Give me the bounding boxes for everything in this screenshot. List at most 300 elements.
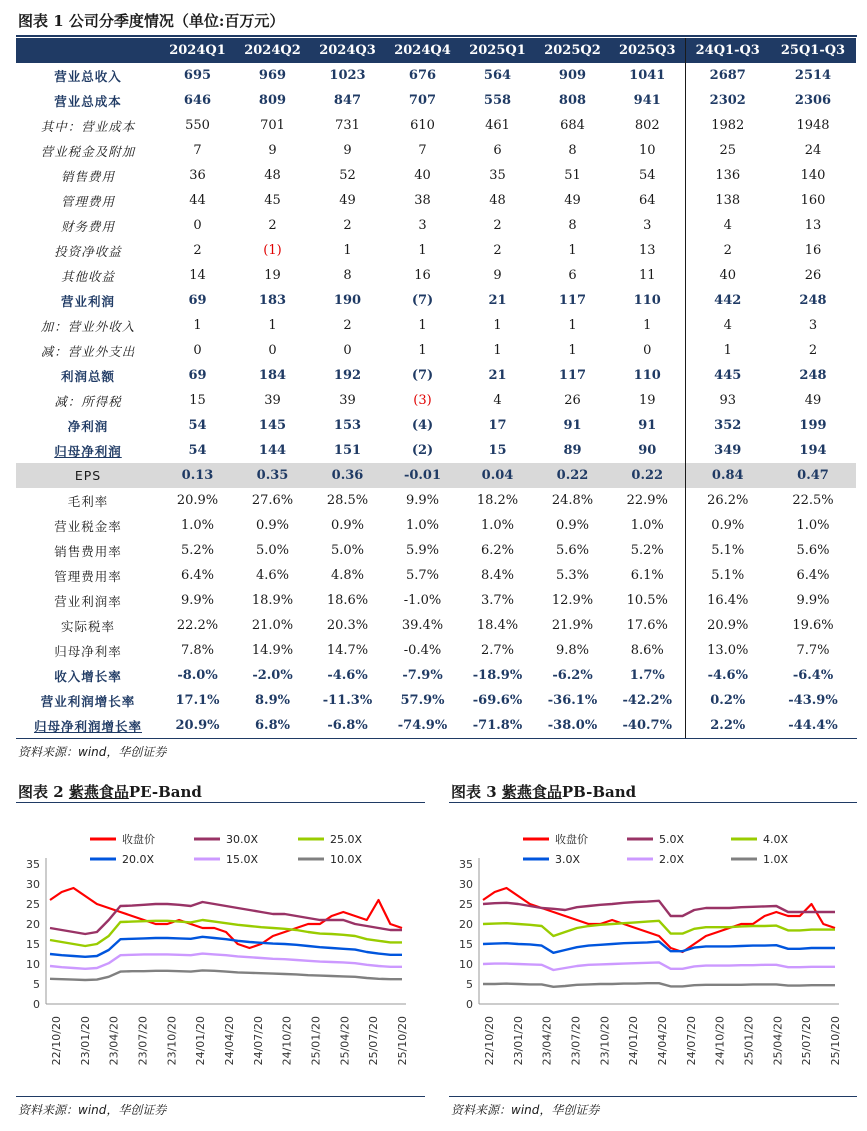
table-cell: 1 [723, 343, 732, 358]
col-header-1: 2024Q1 [160, 38, 235, 63]
table-cell: 17 [488, 418, 507, 433]
table-cell: 19.6% [792, 618, 834, 633]
table-cell: 14.7% [326, 643, 369, 658]
row-label-text: 销售费用 [60, 168, 115, 184]
legend-label-2: 25.0X [330, 833, 363, 846]
col-header-8: 24Q1-Q3 [685, 38, 770, 63]
table-cell: 49 [339, 193, 356, 208]
row-label [16, 63, 160, 88]
y-tick-label: 20 [26, 918, 40, 931]
legend-label-1: 5.0X [659, 833, 685, 846]
x-tick-label: 24/07/20 [684, 1016, 698, 1066]
y-tick-label: 0 [466, 998, 473, 1011]
x-tick-label: 24/07/20 [251, 1016, 265, 1066]
table-cell: 144 [258, 443, 287, 458]
table-cell: 18.6% [326, 593, 369, 608]
row-label [16, 613, 160, 638]
table-cell: -4.6% [707, 668, 748, 683]
pb-band-chart [449, 806, 859, 1094]
row-label [16, 88, 160, 113]
table-cell: 17.1% [175, 693, 220, 708]
table-cell: 731 [335, 118, 360, 133]
table-cell: (4) [411, 418, 434, 433]
table-cell: 54 [188, 443, 207, 458]
table-cell: 18.4% [476, 618, 519, 633]
x-tick-label: 25/04/20 [338, 1016, 352, 1066]
y-tick-label: 25 [459, 898, 473, 911]
table-cell: 695 [183, 68, 212, 83]
table-cell: 2 [193, 243, 202, 258]
table-cell: 676 [408, 68, 437, 83]
table-cell: 110 [610, 288, 685, 313]
table-cell: 7.7% [796, 643, 830, 658]
table-cell: 1.0% [610, 513, 685, 538]
table-cell: -6.2% [552, 668, 593, 683]
series-line-4 [483, 962, 835, 970]
table-cell: 136 [715, 168, 741, 183]
row-label [16, 213, 160, 238]
table-cell: 183 [258, 293, 287, 308]
table-cell: 0.2% [710, 693, 746, 708]
table-cell: 16 [804, 243, 822, 258]
table-bottom-rule [16, 738, 857, 739]
table-cell: 0.04 [460, 463, 535, 488]
table-cell: 9 [268, 143, 277, 158]
table-cell: 0.13 [160, 463, 235, 488]
series-line-5 [50, 970, 402, 980]
table-row [16, 313, 856, 338]
x-tick-label: 24/01/20 [627, 1016, 641, 1066]
fig2-title-prefix: 图表 2 [18, 783, 69, 801]
legend-label-4: 15.0X [226, 853, 259, 866]
table-cell: 1 [418, 243, 427, 258]
y-tick-label: 20 [459, 918, 473, 931]
table-cell: 39 [264, 393, 281, 408]
y-tick-label: 5 [33, 978, 40, 991]
table-cell: 117 [558, 368, 587, 383]
table-cell: 184 [258, 368, 287, 383]
table-row [16, 538, 856, 563]
pe-band-chart [16, 806, 426, 1094]
row-label [16, 488, 160, 513]
legend-label-3: 3.0X [555, 853, 581, 866]
row-label [16, 538, 160, 563]
series-line-5 [483, 983, 835, 987]
table-cell: 4.6% [255, 568, 290, 583]
x-tick-label: 25/10/20 [396, 1016, 409, 1066]
table-cell: 24.8% [551, 493, 594, 508]
table-cell: 54 [610, 163, 685, 188]
table-cell: 0.47 [770, 463, 856, 488]
table-cell: 49 [564, 193, 581, 208]
y-tick-label: 25 [26, 898, 40, 911]
table-cell: 91 [563, 418, 582, 433]
table-cell: 808 [558, 93, 587, 108]
table-cell: 93 [719, 393, 737, 408]
row-label-text: 加：营业外收入 [40, 318, 136, 334]
y-tick-label: 10 [26, 958, 40, 971]
table-cell: 52 [339, 168, 356, 183]
table-cell: 20.9% [176, 493, 219, 508]
table-cell: 5.3% [555, 568, 590, 583]
table-cell: 0.84 [685, 463, 770, 488]
row-label-text: 投资净收益 [54, 243, 122, 259]
table-cell: 69 [188, 293, 207, 308]
row-label [16, 638, 160, 663]
table-cell: 24 [804, 143, 822, 158]
table-cell: 14.9% [251, 643, 294, 658]
table-cell: 1 [568, 243, 577, 258]
table-cell: 5.9% [405, 543, 440, 558]
fig2-title [18, 781, 202, 802]
row-label-text: 净利润 [67, 418, 109, 434]
row-label [16, 588, 160, 613]
row-label-text: 减：所得税 [54, 393, 122, 409]
y-tick-label: 30 [26, 878, 40, 891]
table-cell: 1 [193, 318, 202, 333]
table-cell: 701 [260, 118, 285, 133]
table-cell: 1 [268, 318, 277, 333]
table-cell: 558 [483, 93, 512, 108]
table-cell: -74.9% [397, 718, 448, 733]
table-cell: 5.0% [255, 543, 290, 558]
table-cell: 1023 [329, 68, 366, 83]
table-cell: 0 [343, 343, 352, 358]
x-tick-label: 25/07/20 [800, 1016, 814, 1066]
x-tick-label: 22/10/20 [50, 1016, 63, 1066]
row-label-text: 归母净利率 [54, 643, 122, 659]
table-cell: 44 [189, 193, 206, 208]
row-label [16, 463, 160, 488]
table-row [16, 488, 856, 513]
row-label-text: EPS [74, 468, 102, 483]
table-cell: 22.2% [176, 618, 219, 633]
row-label-text: 其中：营业成本 [40, 118, 136, 134]
x-tick-label: 24/01/20 [194, 1016, 208, 1066]
table-cell: 20.3% [326, 618, 369, 633]
table-cell: 18.9% [251, 593, 294, 608]
table-cell: 20.9% [707, 618, 749, 633]
table-cell: 91 [610, 413, 685, 438]
table-cell: (3) [413, 393, 432, 408]
row-label-text: 实际税率 [60, 618, 115, 634]
table-row [16, 438, 856, 463]
table-cell: 442 [714, 293, 742, 308]
table-row [16, 713, 856, 738]
table-row [16, 63, 856, 88]
legend-label-5: 1.0X [763, 853, 789, 866]
table-cell: -0.4% [403, 643, 442, 658]
col-header-4: 2024Q4 [385, 38, 460, 63]
table-cell: 248 [799, 368, 827, 383]
row-label-text: 营业利润增长率 [40, 693, 136, 709]
x-tick-label: 22/10/20 [483, 1016, 496, 1066]
table-cell: 1982 [711, 118, 745, 133]
source-note-2: 资料来源：wind，华创证券 [18, 1103, 167, 1117]
table-cell: 684 [560, 118, 585, 133]
row-label [16, 563, 160, 588]
table-header [16, 38, 856, 63]
table-cell: 14 [189, 268, 206, 283]
row-label-text: 营业总成本 [54, 93, 122, 109]
table-cell: 48 [264, 168, 281, 183]
table-cell: 15 [488, 443, 507, 458]
quarterly-table [16, 38, 856, 738]
table-cell: 1.0% [405, 518, 440, 533]
row-label [16, 363, 160, 388]
series-line-2 [483, 921, 835, 936]
row-label [16, 288, 160, 313]
table-row [16, 88, 856, 113]
table-cell: 1 [493, 318, 502, 333]
legend-label-4: 2.0X [659, 853, 685, 866]
table-cell: 5.7% [405, 568, 440, 583]
table-cell: 1 [493, 343, 502, 358]
table-cell: 117 [558, 293, 587, 308]
table-cell: 10.5% [610, 588, 685, 613]
x-tick-label: 23/04/20 [540, 1016, 554, 1066]
table-cell: 0.22 [610, 463, 685, 488]
table-cell: 461 [485, 118, 510, 133]
row-label [16, 113, 160, 138]
table-cell: -43.9% [788, 693, 838, 708]
table-cell: 28.5% [326, 493, 369, 508]
table-cell: 145 [258, 418, 287, 433]
table-cell: 847 [333, 93, 362, 108]
table-row [16, 563, 856, 588]
table-cell: 5.2% [610, 538, 685, 563]
table-cell: -7.9% [402, 668, 443, 683]
table-cell: 0.36 [310, 463, 385, 488]
table-cell: 9.8% [555, 643, 590, 658]
fig2-title-company: 紫燕食品 [68, 783, 129, 801]
row-label [16, 438, 160, 463]
table-cell: 2302 [709, 93, 746, 108]
table-cell: 1.7% [610, 663, 685, 688]
table-cell: 1 [343, 243, 352, 258]
table-cell: 445 [714, 368, 742, 383]
row-label [16, 513, 160, 538]
table-cell: 40 [414, 168, 431, 183]
table-cell: 2 [493, 218, 502, 233]
row-label-text: 归母净利润增长率 [33, 718, 142, 734]
table-row [16, 388, 856, 413]
table-row [16, 213, 856, 238]
row-label [16, 413, 160, 438]
table-cell: 5.6% [555, 543, 590, 558]
row-label [16, 713, 160, 738]
x-tick-label: 24/04/20 [656, 1016, 669, 1066]
row-label-text: 减：营业外支出 [40, 343, 136, 359]
table-cell: 110 [610, 363, 685, 388]
table-row [16, 688, 856, 713]
table-cell: 20.9% [175, 718, 220, 733]
x-tick-label: 25/07/20 [367, 1016, 381, 1066]
table-cell: 1 [418, 318, 427, 333]
row-label-text: 销售费用率 [54, 543, 122, 559]
table-cell: 809 [258, 93, 287, 108]
table-cell: 802 [610, 113, 685, 138]
table-cell: 5.2% [180, 543, 215, 558]
table-cell: 49 [804, 393, 822, 408]
table-cell: 8 [568, 218, 577, 233]
table-cell: -0.01 [385, 463, 460, 488]
col-header-6: 2025Q2 [535, 38, 610, 63]
row-label [16, 388, 160, 413]
table-cell: 0.9% [555, 518, 590, 533]
table-cell: 57.9% [400, 693, 445, 708]
table-cell: 64 [610, 188, 685, 213]
table-row [16, 663, 856, 688]
row-label-text: 收入增长率 [54, 668, 122, 684]
table-cell: 8 [568, 143, 577, 158]
table-cell: 0 [193, 343, 202, 358]
table-cell: 192 [333, 368, 362, 383]
table-cell: (2) [411, 443, 434, 458]
table-cell: 8.9% [255, 693, 290, 708]
table-cell: -40.7% [610, 713, 685, 738]
table-cell: 6 [493, 143, 502, 158]
table-cell: 69 [188, 368, 207, 383]
table-cell: 36 [189, 168, 206, 183]
table-cell: 0.22 [535, 463, 610, 488]
table-cell: 1948 [796, 118, 830, 133]
table-cell: 19 [610, 388, 685, 413]
table-cell: -6.8% [327, 718, 368, 733]
fig3-title-company: 紫燕食品 [501, 783, 562, 801]
table-cell: 45 [264, 193, 281, 208]
table-row [16, 263, 856, 288]
table-cell: 0.9% [711, 518, 745, 533]
fig3-bottom-rule [449, 1096, 857, 1097]
x-tick-label: 23/07/20 [136, 1016, 150, 1066]
table-cell: -18.9% [472, 668, 523, 683]
table-cell: 7 [418, 143, 427, 158]
fig3-title-prefix: 图表 3 [451, 783, 502, 801]
table-cell: 51 [564, 168, 581, 183]
col-header-3: 2024Q3 [310, 38, 385, 63]
table-cell: 3 [610, 213, 685, 238]
table-row [16, 588, 856, 613]
table-cell: 0 [193, 218, 202, 233]
table-cell: 2.7% [480, 643, 515, 658]
table-cell: 12.9% [551, 593, 594, 608]
table-cell: 5.1% [711, 568, 745, 583]
table-cell: 2306 [794, 93, 832, 108]
y-tick-label: 35 [26, 858, 40, 871]
table-cell: 9 [343, 143, 352, 158]
table-cell: 89 [563, 443, 582, 458]
col-header-2: 2024Q2 [235, 38, 310, 63]
table-cell: 190 [333, 293, 362, 308]
fig2-title-suffix: PE-Band [128, 783, 202, 801]
table-cell: 248 [799, 293, 827, 308]
table-cell: -71.8% [472, 718, 523, 733]
table-cell: 349 [714, 443, 742, 458]
table-cell: 1.0% [480, 518, 515, 533]
table-cell: 13 [804, 218, 822, 233]
table-cell: 48 [489, 193, 506, 208]
table-cell: 54 [188, 418, 207, 433]
table-cell: 194 [799, 443, 827, 458]
table-cell: 26.2% [707, 493, 749, 508]
legend-label-2: 4.0X [763, 833, 789, 846]
table-cell: 646 [183, 93, 212, 108]
table-cell: 8 [343, 268, 352, 283]
table-body [16, 63, 856, 738]
table-row [16, 638, 856, 663]
table-cell: 22.5% [792, 493, 834, 508]
row-label-text: 财务费用 [60, 218, 115, 234]
table-row [16, 413, 856, 438]
table-cell: 38 [414, 193, 431, 208]
row-label-text: 营业利润率 [54, 593, 122, 609]
table-cell: 2 [808, 343, 818, 358]
y-tick-label: 10 [459, 958, 473, 971]
table-cell: -42.2% [610, 688, 685, 713]
x-tick-label: 25/01/20 [309, 1016, 323, 1066]
table-cell: -4.6% [327, 668, 368, 683]
table-cell: 8.6% [610, 638, 685, 663]
table-cell: 21 [488, 368, 507, 383]
y-tick-label: 15 [459, 938, 473, 951]
table-cell: 707 [408, 93, 437, 108]
table-cell: 19 [264, 268, 281, 283]
table-cell: -38.0% [547, 718, 598, 733]
table-cell: 2 [268, 218, 277, 233]
legend-label-0: 收盘价 [555, 833, 588, 846]
table-cell: 564 [483, 68, 512, 83]
row-label [16, 238, 160, 263]
row-label [16, 263, 160, 288]
table-cell: 8.4% [480, 568, 515, 583]
table-cell: 6.2% [480, 543, 515, 558]
y-tick-label: 0 [33, 998, 40, 1011]
table-row [16, 513, 856, 538]
table-cell: 909 [558, 68, 587, 83]
row-label-text: 营业总收入 [54, 68, 122, 84]
x-tick-label: 25/01/20 [742, 1016, 756, 1066]
table-cell: 6.4% [180, 568, 215, 583]
x-tick-label: 25/10/20 [829, 1016, 842, 1066]
row-label [16, 688, 160, 713]
table-cell: -44.4% [788, 718, 838, 733]
table-row [16, 113, 856, 138]
y-tick-label: 30 [459, 878, 473, 891]
table-cell: 2 [343, 218, 352, 233]
table-cell: 39.4% [401, 618, 444, 633]
table-cell: 6 [568, 268, 577, 283]
table-cell: 16 [414, 268, 431, 283]
table-cell: 3 [808, 318, 818, 333]
fig3-title-rule [449, 802, 857, 803]
table-cell: 21.9% [551, 618, 594, 633]
table-cell: 4 [723, 218, 732, 233]
legend-label-3: 20.0X [122, 853, 155, 866]
x-tick-label: 23/10/20 [165, 1016, 179, 1066]
table-cell: 5.1% [711, 543, 745, 558]
x-tick-label: 24/10/20 [713, 1016, 727, 1066]
table-cell: 3 [418, 218, 427, 233]
table-cell: -8.0% [177, 668, 218, 683]
table-cell: 160 [800, 193, 826, 208]
table-cell: 0 [268, 343, 277, 358]
source-note-1: 资料来源：wind，华创证券 [18, 745, 167, 759]
table-cell: 969 [258, 68, 287, 83]
table-cell: 7.8% [180, 643, 215, 658]
table-cell: 4.8% [330, 568, 365, 583]
table-cell: 15 [189, 393, 206, 408]
